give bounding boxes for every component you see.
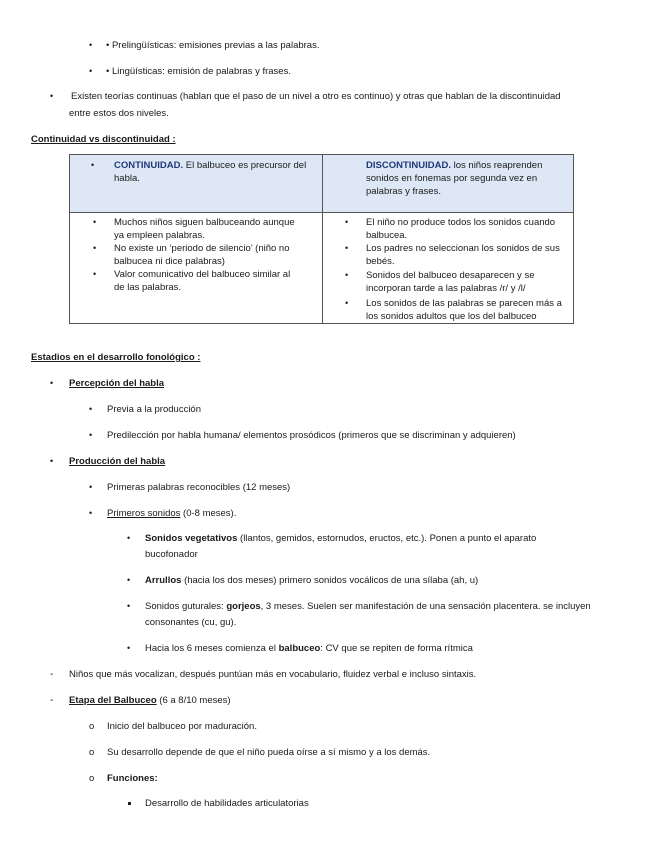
production-item: Primeras palabras reconocibles (12 meses) [107, 482, 291, 493]
discontinuity-text-3: palabras y frases. [366, 186, 441, 197]
bullet-dot: • [127, 533, 131, 543]
babbling-start-item: Hacia los 6 meses comienza el balbuceo: CV que se repiten de forma rítmica [145, 643, 473, 654]
discontinuity-label: DISCONTINUIDAD. [366, 160, 451, 171]
bullet-dot: • [50, 456, 54, 466]
perception-item: Previa a la producción [107, 404, 201, 415]
bullet-dot: • [91, 160, 95, 170]
bullet-dot: • [345, 217, 349, 227]
square-bullet [128, 802, 131, 805]
vegetative-sounds: Sonidos vegetativos (llantos, gemidos, estornudos, eructos, etc.). Ponen a punto el aparato [145, 533, 537, 544]
section-title-continuity: Continuidad vs discontinuidad : [31, 134, 176, 145]
bullet-dot: • [50, 91, 54, 101]
continuity-text-2: habla. [114, 173, 140, 184]
circle-marker: o [89, 747, 95, 758]
bullet-dot: • [127, 601, 131, 611]
dash-marker: - [50, 669, 54, 680]
function-item: Desarrollo de habilidades articulatorias [145, 798, 309, 809]
discontinuity-item: Los padres no seleccionan los sonidos de sus bebés. [366, 243, 560, 267]
bullet-dot: • [89, 508, 93, 518]
discontinuity-item: Sonidos del balbuceo desaparecen y se incorporan tarde a las palabras /r/ y /l/ [366, 270, 535, 294]
continuity-item: No existe un ‘periodo de silencio’ (niño no balbucea ni dice palabras) [114, 243, 290, 267]
babbling-item: Su desarrollo depende de que el niño pueda oírse a sí mismo y a los demás. [107, 747, 431, 758]
bullet-dot: • [127, 575, 131, 585]
continuity-text: El balbuceo es precursor del [183, 160, 307, 171]
bullet-dot: • [345, 243, 349, 253]
bullet-dot: • [345, 298, 349, 308]
circle-marker: o [89, 721, 95, 732]
bullet-dot: • [89, 40, 93, 50]
bullet-dot: • [127, 643, 131, 653]
production-title: Producción del habla [69, 456, 166, 467]
discontinuity-header [366, 159, 542, 198]
discontinuity-text-2: sonidos en fonemas por segunda vez en [366, 173, 538, 184]
babbling-item: Inicio del balbuceo por maduración. [107, 721, 257, 732]
continuity-header [114, 159, 306, 185]
coos-item: Arrullos (hacia los dos meses) primero sonidos vocálicos de una sílaba (ah, u) [145, 575, 479, 586]
linguistic-item: • Lingüísticas: emisión de palabras y frases. [106, 66, 291, 77]
table-divider [322, 155, 323, 323]
functions-label: Funciones: [107, 773, 158, 784]
first-sounds-item: Primeros sonidos (0-8 meses). [107, 508, 237, 519]
bullet-dot: • [93, 217, 97, 227]
bullet-dot: • [345, 270, 349, 280]
bullet-dot: • [89, 66, 93, 76]
bullet-dot: • [93, 269, 97, 279]
continuity-item: Valor comunicativo del balbuceo similar al de las palabras. [114, 269, 291, 293]
vegetative-sounds-2: bucofonador [145, 549, 198, 560]
vocalize-note: Niños que más vocalizan, después puntúan más en vocabulario, fluidez verbal e incluso sintaxis. [69, 669, 477, 680]
continuity-item: Muchos niños siguen balbuceando aunque ya empleen palabras. [114, 217, 295, 241]
babbling-stage-title: Etapa del Balbuceo (6 a 8/10 meses) [69, 695, 231, 706]
bullet-dot: • [89, 430, 93, 440]
theories-line-1: Existen teorías continuas (hablan que el paso de un nivel a otro es continuo) y otras que hablan de la discontinuidad [71, 91, 561, 102]
continuity-table [69, 154, 574, 324]
perception-title: Percepción del habla [69, 378, 165, 389]
bullet-dot: • [89, 482, 93, 492]
bullet-dot: • [93, 243, 97, 253]
discontinuity-item: El niño no produce todos los sonidos cuando balbucea. [366, 217, 556, 241]
guttural-item-2: consonantes (cu, gu). [145, 617, 237, 628]
perception-item: Predilección por habla humana/ elementos prosódicos (primeros que se discriminan y adquieren) [107, 430, 516, 441]
guttural-item: Sonidos guturales: gorjeos, 3 meses. Suelen ser manifestación de una sensación placentera. se incluyen [145, 601, 591, 612]
section-title-stages: Estadios en el desarrollo fonológico : [31, 352, 201, 363]
continuity-label: CONTINUIDAD. [114, 160, 184, 171]
discontinuity-text: los niños reaprenden [450, 160, 543, 171]
dash-marker: - [50, 695, 54, 706]
bullet-dot: • [50, 378, 54, 388]
bullet-dot: • [89, 404, 93, 414]
theories-line-2: entre estos dos niveles. [69, 108, 169, 119]
prelinguistic-item: • Prelingüísticas: emisiones previas a las palabras. [106, 40, 320, 51]
discontinuity-item: Los sonidos de las palabras se parecen más a los sonidos adultos que los del balbuceo [366, 298, 562, 322]
circle-marker: o [89, 773, 95, 784]
